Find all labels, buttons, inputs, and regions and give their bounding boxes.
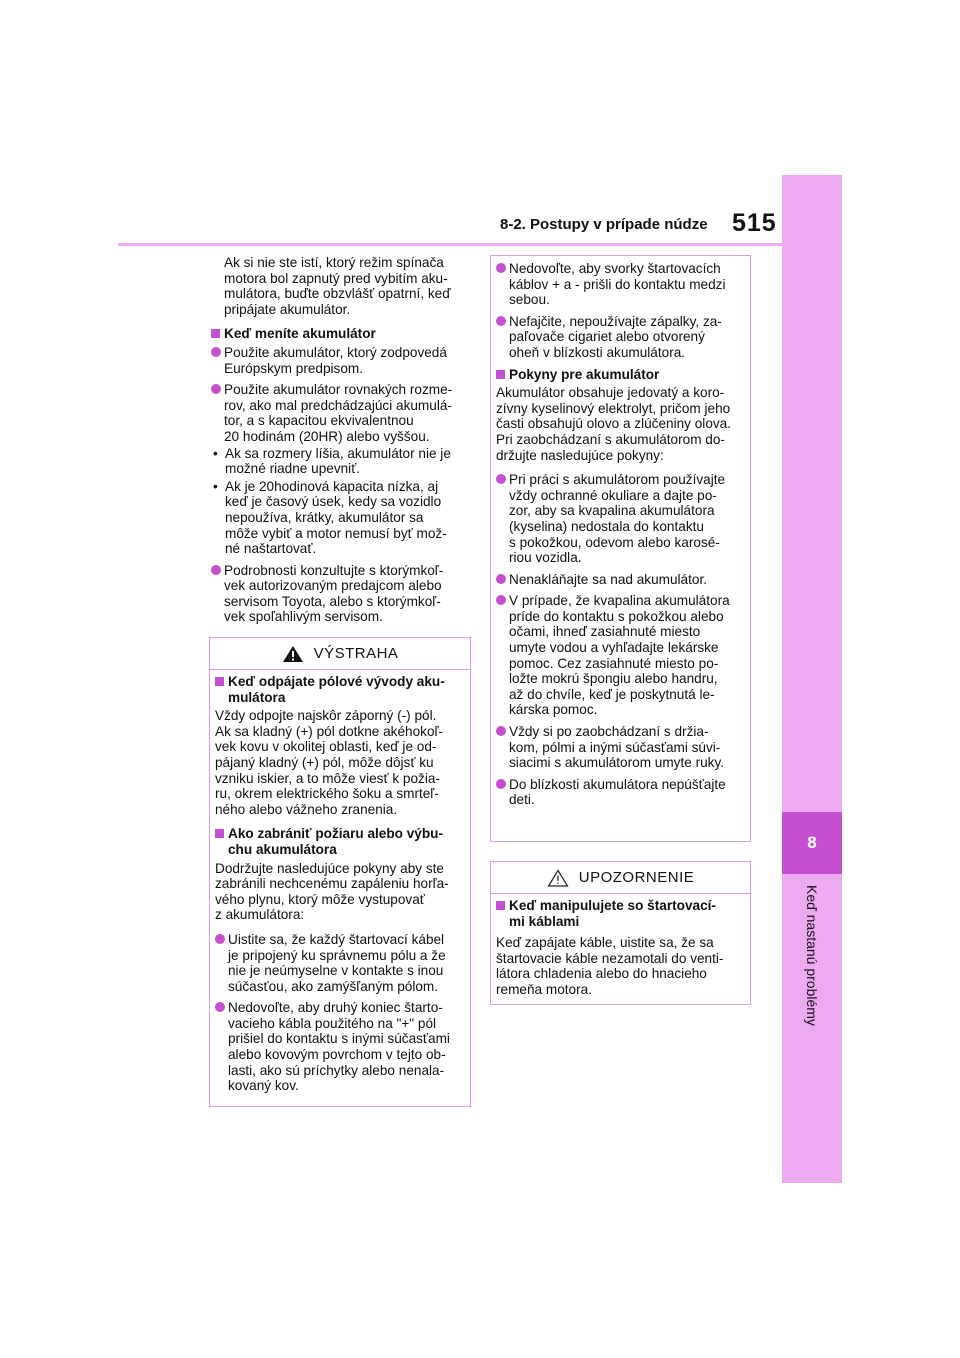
dash-item: • Ak je 20hodinová kapacita nízka, aj keď je časový úsek, kedy sa vozidlo nepoužíva, krátky, akumulátor sa môže vybiť a motor nemusí byť mož- né naštartovať. <box>211 479 470 557</box>
warning-box <box>209 637 471 1107</box>
bullet-item: V prípade, že kvapalina akumulátora príde do kontaktu s pokožkou alebo očami, ihneď zasiahnuté miesto umyte vodou a vyhľadajte lekárske pomoc. Cez zasiahnuté miesto po- ložte mokrú špongiu alebo handru, až do chvíle, keď je poskytnutá le- kárska pomoc. <box>496 593 746 718</box>
notice-body <box>491 894 750 998</box>
left-column <box>211 255 470 631</box>
bullet-item: Pri práci s akumulátorom používajte vždy ochranné okuliare a dajte po- zor, aby sa kvapalina akumulátora (kyselina) nedostala do kontaktu s pokožkou, odevom alebo karosé- riou vozidla. <box>496 472 746 566</box>
warning-heading: Ako zabrániť požiaru alebo výbu- chu akumulátora <box>215 826 466 857</box>
bullet-item: Nefajčite, nepoužívajte zápalky, za- paľovače cigariet alebo otvorený oheň v blízkosti akumulátora. <box>496 314 746 361</box>
notice-title-bar <box>491 862 750 894</box>
bullet-item: Podrobnosti konzultujte s ktorýmkoľ- vek autorizovaným predajcom alebo servisom Toyota, alebo s ktorýmkoľ- vek spoľahlivým servisom. <box>211 563 470 625</box>
warning-triangle-icon <box>282 645 304 663</box>
warning-continuation-body <box>491 256 750 808</box>
section-heading: Pokyny pre akumulátor <box>496 367 746 383</box>
section-heading: Keď meníte akumulátor <box>211 326 470 342</box>
section-title: 8-2. Postupy v prípade núdze <box>500 216 708 233</box>
warning-title: VÝSTRAHA <box>313 645 399 662</box>
notice-title: UPOZORNENIE <box>578 869 695 886</box>
notice-box <box>490 861 751 1005</box>
warning-continuation-box <box>490 255 751 842</box>
warning-body <box>210 670 470 1094</box>
page-number: 515 <box>732 209 777 237</box>
body-paragraph: Akumulátor obsahuje jedovatý a koro- zívny kyselinový elektrolyt, pričom jeho časti obsahujú olovo a zlúčeniny olova. Pri zaobchádzaní s akumulátorom do- držujte nasledujúce pokyny: <box>496 385 732 463</box>
notice-heading: Keď manipulujete so štartovací- mi káblami <box>496 898 746 929</box>
warning-title-bar <box>210 638 470 670</box>
notice-paragraph: Keď zapájate káble, uistite sa, že sa štartovacie káble nezamotali do venti- látora chladenia alebo do hnacieho remeňa motora. <box>496 935 724 997</box>
chapter-number: 8 <box>782 812 842 874</box>
bullet-item: Nedovoľte, aby druhý koniec štarto- vacieho kábla použitého na "+" pól prišiel do kontaktu s inými súčasťami alebo kovovým povrchom v tejto ob- lasti, ako sú príchytky alebo nenala- kovaný kov. <box>215 1000 466 1094</box>
bullet-item: Nedovoľte, aby svorky štartovacích káblov + a - prišli do kontaktu medzi sebou. <box>496 261 746 308</box>
dash-item: • Ak sa rozmery líšia, akumulátor nie je možné riadne upevniť. <box>211 446 470 477</box>
bullet-item: Vždy si po zaobchádzaní s držia- kom, pólmi a inými súčasťami súvi- siacimi s akumulátorom umyte ruky. <box>496 724 746 771</box>
chapter-title: Keď nastanú problémy <box>804 885 820 1026</box>
intro-paragraph: Ak si nie ste istí, ktorý režim spínača motora bol zapnutý pred vybitím aku- mulátora, buďte obzvlášť opatrní, keď pripájate akumulátor. <box>224 255 451 317</box>
header-rule <box>118 243 782 246</box>
bullet-item: Použite akumulátor, ktorý zodpovedá Európskym predpisom. <box>211 345 470 376</box>
warning-heading: Keď odpájate pólové vývody aku- mulátora <box>215 674 466 705</box>
warning-paragraph: Vždy odpojte najskôr záporný (-) pól. Ak sa kladný (+) pól dotkne akéhokoľ- vek kovu v okolitej oblasti, keď je od- pájaný kladný (+) pól, môže dôjsť ku vzniku iskier, a to môže viesť k požia- ru, okrem elektrického šoku a smrteľ- ného alebo vážneho zranenia. <box>215 708 444 817</box>
bullet-item: Použite akumulátor rovnakých rozme- rov, ako mal predchádzajúci akumulá- tor, a s kapacitou ekvivalentnou 20 hodinám (20HR) alebo vyššou. <box>211 382 470 444</box>
bullet-item: Do blízkosti akumulátora nepúšťajte deti. <box>496 777 746 808</box>
warning-paragraph: Dodržujte nasledujúce pokyny aby ste zabránili nechcenému zapáleniu horľa- vého plynu, ktorý môže vystupovať z akumulátora: <box>215 860 449 923</box>
caution-triangle-icon <box>547 869 569 887</box>
bullet-item: Uistite sa, že každý štartovací kábel je pripojený ku správnemu pólu a že nie je neúmyselne v kontakte s inou súčasťou, ako zamýšľaným pólom. <box>215 932 466 994</box>
bullet-item: Nenakláňajte sa nad akumulátor. <box>496 572 746 588</box>
